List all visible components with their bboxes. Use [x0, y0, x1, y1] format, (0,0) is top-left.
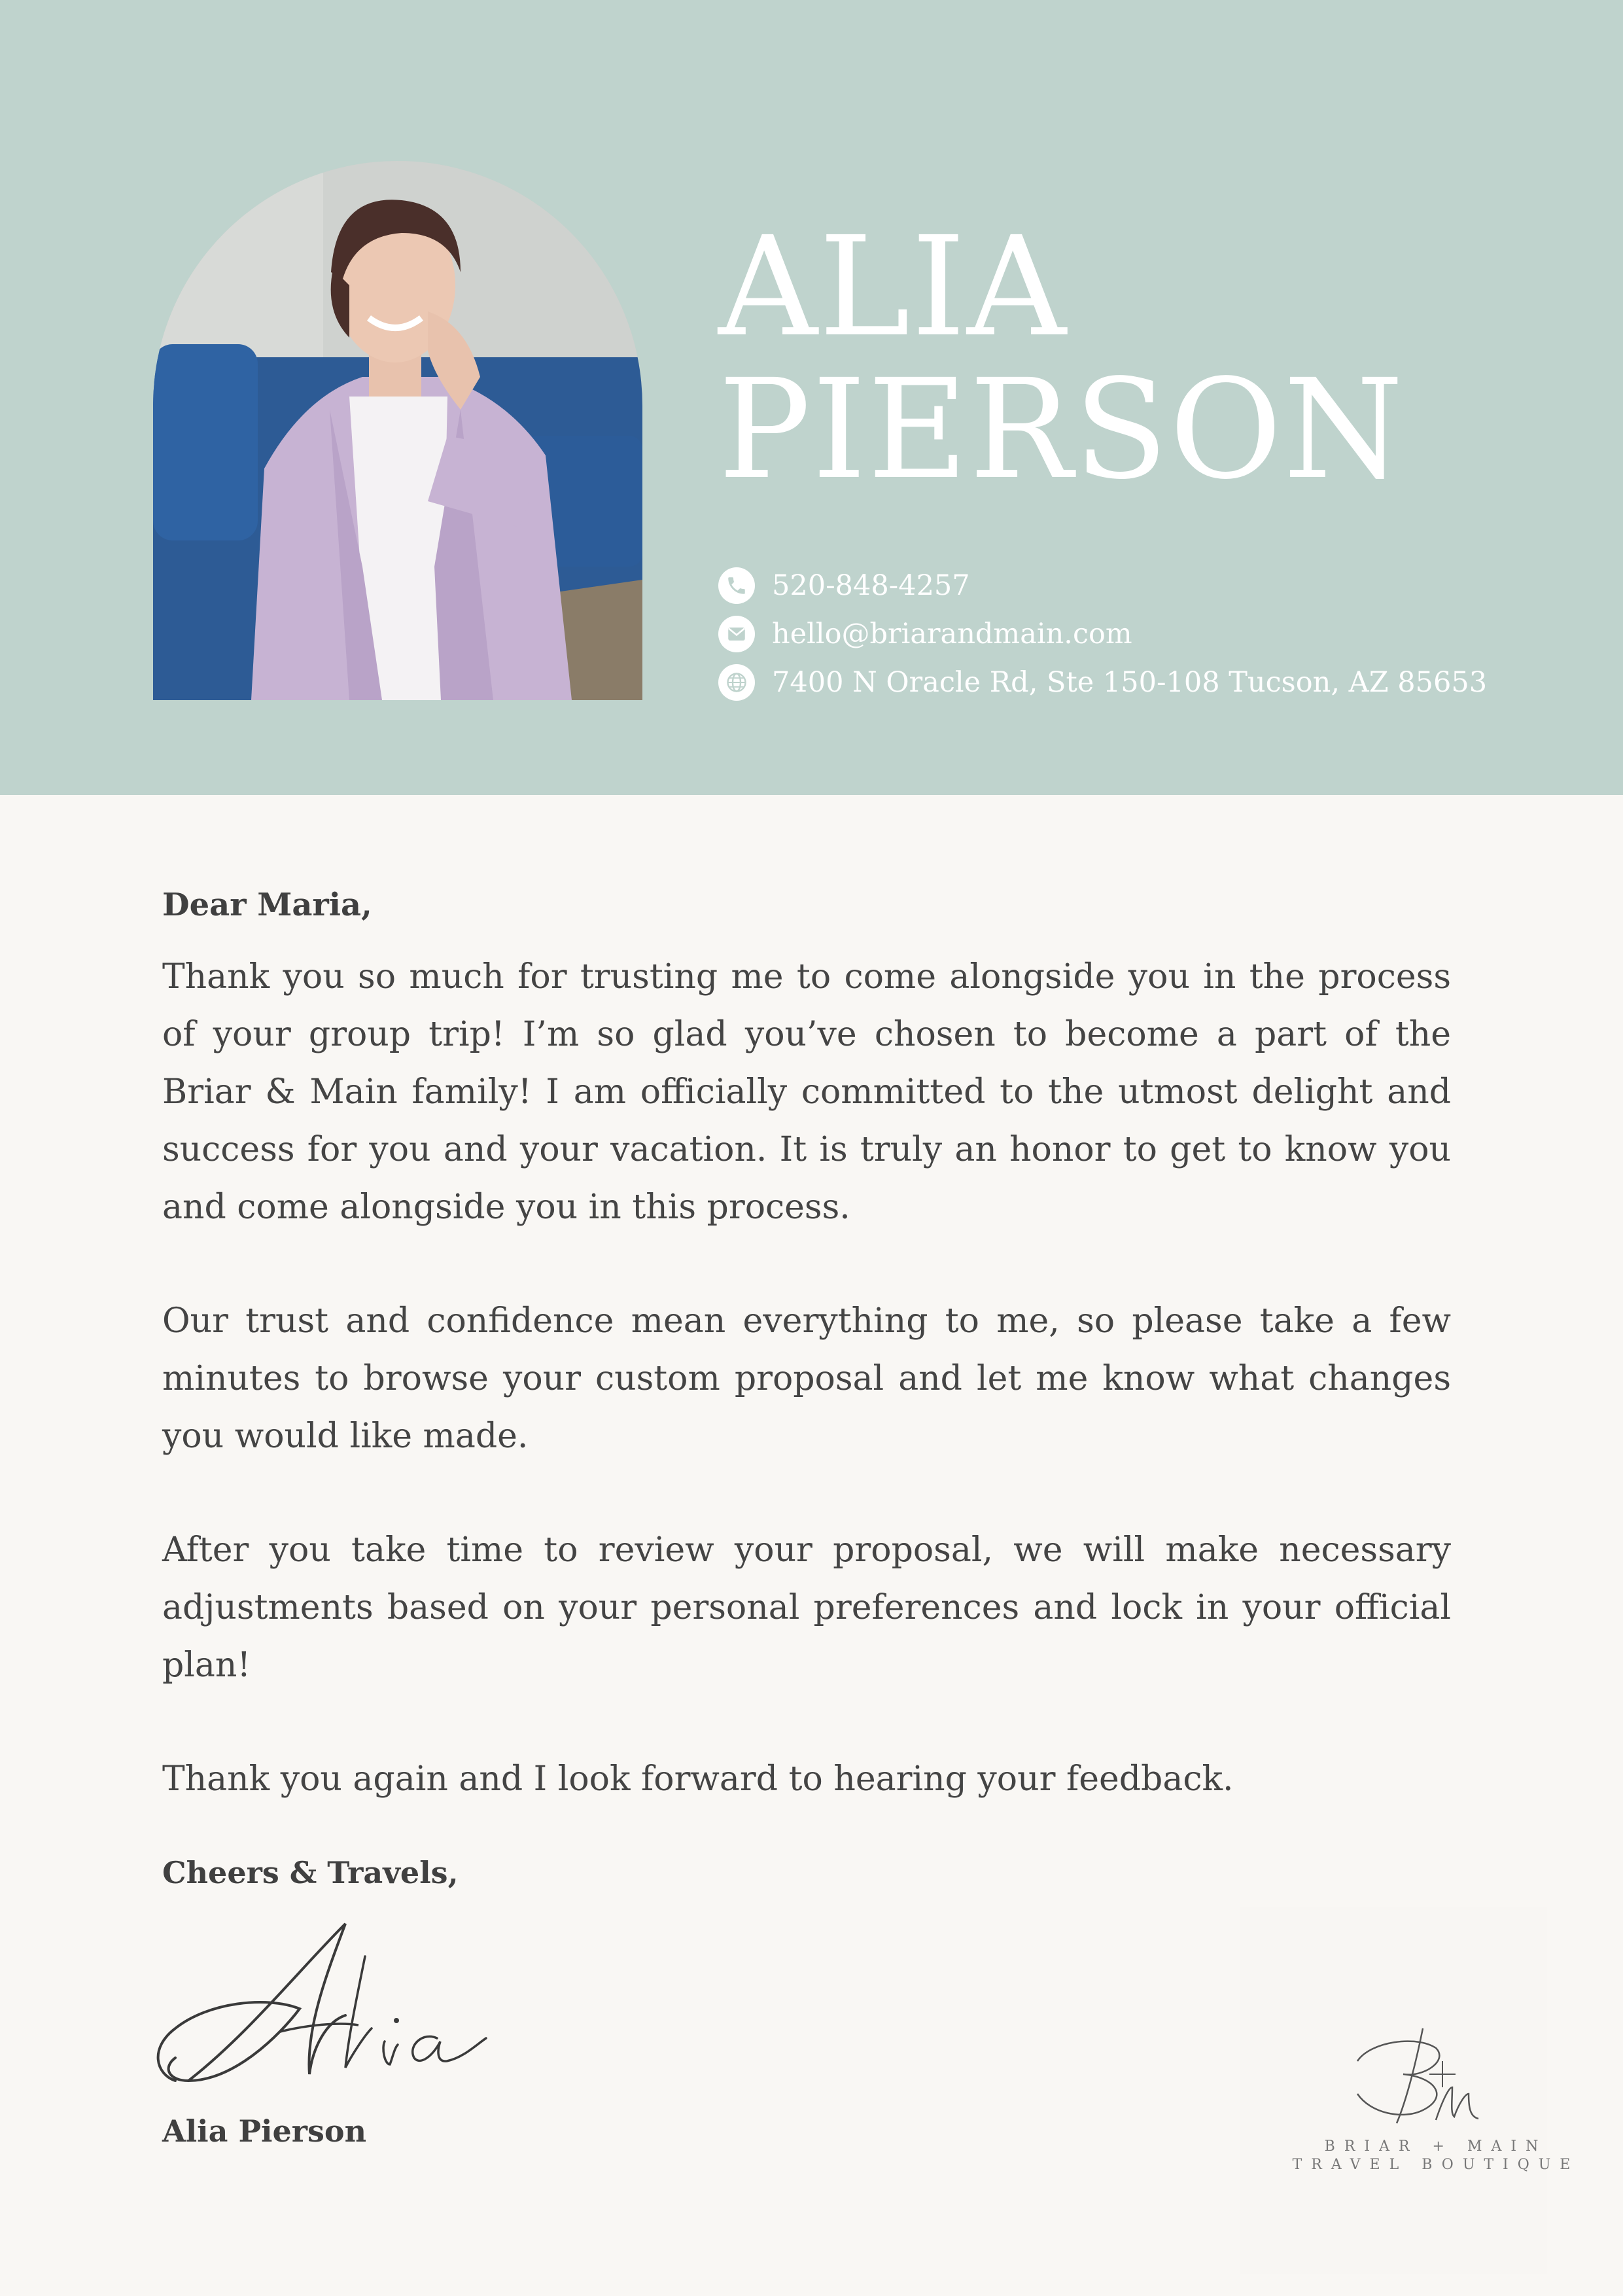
- address-text: 7400 N Oracle Rd, Ste 150-108 Tucson, AZ 85653: [772, 666, 1488, 699]
- mail-icon: [718, 616, 755, 652]
- greeting: Dear Maria,: [162, 887, 372, 923]
- paragraph-1: Thank you so much for trusting me to come alongside you in the process of your group trip! I’m so glad you’ve chosen to become a part of the Briar & Main family! I am officially committed to the utmost delight and success for you and your vacation. It is truly an honor to get to know you and come alongside you in this process.: [162, 957, 1451, 1227]
- phone-icon: [718, 567, 755, 604]
- email-text: hello@briarandmain.com: [772, 618, 1132, 650]
- logo-tagline: TRAVEL BOUTIQUE: [1292, 2157, 1580, 2173]
- contact-address: [718, 658, 1487, 707]
- globe-icon: [718, 664, 755, 701]
- paragraph-3: After you take time to review your proposal, we will make necessary adjustments based on your personal preferences and lock in your official plan!: [162, 1530, 1451, 1685]
- profile-photo: [153, 161, 642, 700]
- paragraph-2: Our trust and confidence mean everything to me, so please take a few minutes to browse your custom proposal and let me know what changes you would like made.: [162, 1301, 1451, 1456]
- portrait-image: [153, 161, 642, 700]
- contact-list: [718, 561, 1487, 707]
- header-banner: [0, 0, 1623, 795]
- signer-name: Alia Pierson: [162, 2113, 367, 2149]
- last-name: PIERSON: [718, 349, 1405, 510]
- first-name: ALIA: [718, 207, 1068, 367]
- logo-brand-name: BRIAR + MAIN: [1324, 2138, 1548, 2155]
- handwritten-signature: [149, 1917, 489, 2094]
- monogram-logo: [1344, 2015, 1495, 2127]
- closing-line: Cheers & Travels,: [162, 1855, 459, 1890]
- letter-body: [162, 887, 1451, 1864]
- phone-text: 520-848-4257: [772, 569, 970, 602]
- contact-phone: [718, 561, 1487, 610]
- contact-email: [718, 610, 1487, 658]
- paragraph-4: Thank you again and I look forward to hearing your feedback.: [162, 1759, 1234, 1799]
- person-name: [718, 207, 1405, 510]
